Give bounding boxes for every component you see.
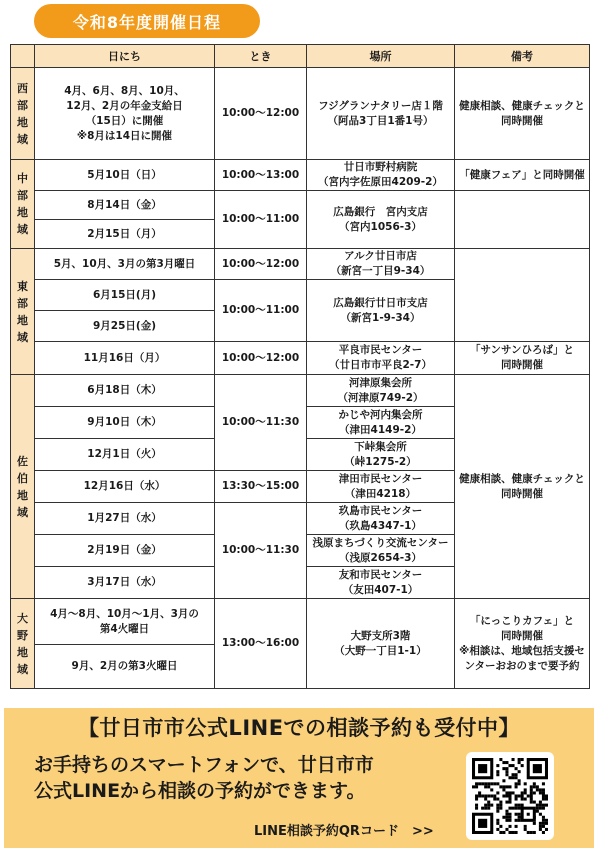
table-row (11, 160, 590, 191)
place-cell: 津田市民センター （津田4218） (307, 471, 455, 503)
date-cell: 11月16日（月） (35, 342, 215, 375)
date-cell: 3月17日（水） (35, 567, 215, 599)
date-cell: 2月19日（金） (35, 535, 215, 567)
date-cell: 4月、6月、8月、10月、 12月、2月の年金支給日 （15日）に開催 ※8月は14日に開催 (35, 68, 215, 160)
note-cell (455, 249, 590, 342)
time-cell: 10:00～11:30 (215, 375, 307, 471)
time-cell: 10:00～13:00 (215, 160, 307, 191)
table-row (11, 68, 590, 160)
place-cell: 浅原まちづくり交流センター （浅原2654-3） (307, 535, 455, 567)
qr-code-icon (472, 758, 548, 834)
qr-label: LINE相談予約QRコード >> (254, 824, 434, 839)
region-ono: 大野地域 (11, 599, 35, 689)
page-title: 令和8年度開催日程 (34, 4, 260, 38)
region-central: 中部地域 (11, 160, 35, 249)
place-cell: 広島銀行廿日市支店 （新宮1-9-34） (307, 280, 455, 342)
date-cell: 8月14日（金） (35, 191, 215, 220)
line-banner: 【廿日市市公式LINEでの相談予約も受付中】 (77, 716, 521, 740)
date-cell: 9月25日(金) (35, 311, 215, 342)
table-row (11, 249, 590, 280)
time-cell: 10:00～11:00 (215, 280, 307, 342)
note-cell: 「にっこりカフェ」と 同時開催 ※相談は、地域包括支援セ ンターおおのまで要予約 (455, 599, 590, 689)
note-cell: 「健康フェア」と同時開催 (455, 160, 590, 191)
table-row (11, 342, 590, 375)
date-cell: 6月18日（木） (35, 375, 215, 407)
region-east: 東部地域 (11, 249, 35, 375)
time-cell: 13:30～15:00 (215, 471, 307, 503)
header-time: とき (215, 45, 307, 68)
date-cell: 2月15日（月） (35, 220, 215, 249)
date-cell: 6月15日(月) (35, 280, 215, 311)
date-cell: 12月1日（火） (35, 439, 215, 471)
time-cell: 10:00～11:30 (215, 503, 307, 599)
time-cell: 10:00～11:00 (215, 191, 307, 249)
place-cell: アルク廿日市店 （新宮一丁目9-34） (307, 249, 455, 280)
note-cell (455, 191, 590, 249)
place-cell: 広島銀行 宮内支店 （宮内1056-3） (307, 191, 455, 249)
place-cell: フジグランナタリー店１階 （阿品3丁目1番1号） (307, 68, 455, 160)
time-cell: 10:00～12:00 (215, 68, 307, 160)
place-cell: 河津原集会所 （河津原749-2） (307, 375, 455, 407)
qr-code[interactable] (466, 752, 554, 840)
place-cell: 玖島市民センター （玖島4347-1） (307, 503, 455, 535)
region-west: 西部地域 (11, 68, 35, 160)
line-description: お手持ちのスマートフォンで、廿日市市 公式LINEから相談の予約ができます。 (34, 754, 374, 802)
date-cell: 9月、2月の第3火曜日 (35, 645, 215, 689)
date-cell: 5月、10月、3月の第3月曜日 (35, 249, 215, 280)
header-place: 場所 (307, 45, 455, 68)
note-cell: 健康相談、健康チェックと 同時開催 (455, 375, 590, 599)
table-row (11, 599, 590, 645)
header-date: 日にち (35, 45, 215, 68)
place-cell: 友和市民センター （友田407-1） (307, 567, 455, 599)
header-note: 備考 (455, 45, 590, 68)
schedule-table (10, 44, 590, 689)
region-saiki: 佐伯地域 (11, 375, 35, 599)
place-cell: 下峠集会所 （峠1275-2） (307, 439, 455, 471)
place-cell: かじや河内集会所 （津田4149-2） (307, 407, 455, 439)
table-row (11, 375, 590, 407)
note-cell: 「サンサンひろば」と 同時開催 (455, 342, 590, 375)
table-row (11, 191, 590, 220)
note-cell: 健康相談、健康チェックと 同時開催 (455, 68, 590, 160)
place-cell: 廿日市野村病院 （宮内字佐原田4209-2） (307, 160, 455, 191)
time-cell: 10:00～12:00 (215, 342, 307, 375)
date-cell: 5月10日（日） (35, 160, 215, 191)
date-cell: 1月27日（水） (35, 503, 215, 535)
place-cell: 平良市民センター （廿日市市平良2-7） (307, 342, 455, 375)
date-cell: 4月～8月、10月～1月、3月の 第4火曜日 (35, 599, 215, 645)
date-cell: 12月16日（水） (35, 471, 215, 503)
time-cell: 10:00～12:00 (215, 249, 307, 280)
time-cell: 13:00～16:00 (215, 599, 307, 689)
header-region (11, 45, 35, 68)
date-cell: 9月10日（木） (35, 407, 215, 439)
line-promo-panel (4, 708, 594, 848)
table-header-row (11, 45, 590, 68)
place-cell: 大野支所3階 （大野一丁目1-1） (307, 599, 455, 689)
